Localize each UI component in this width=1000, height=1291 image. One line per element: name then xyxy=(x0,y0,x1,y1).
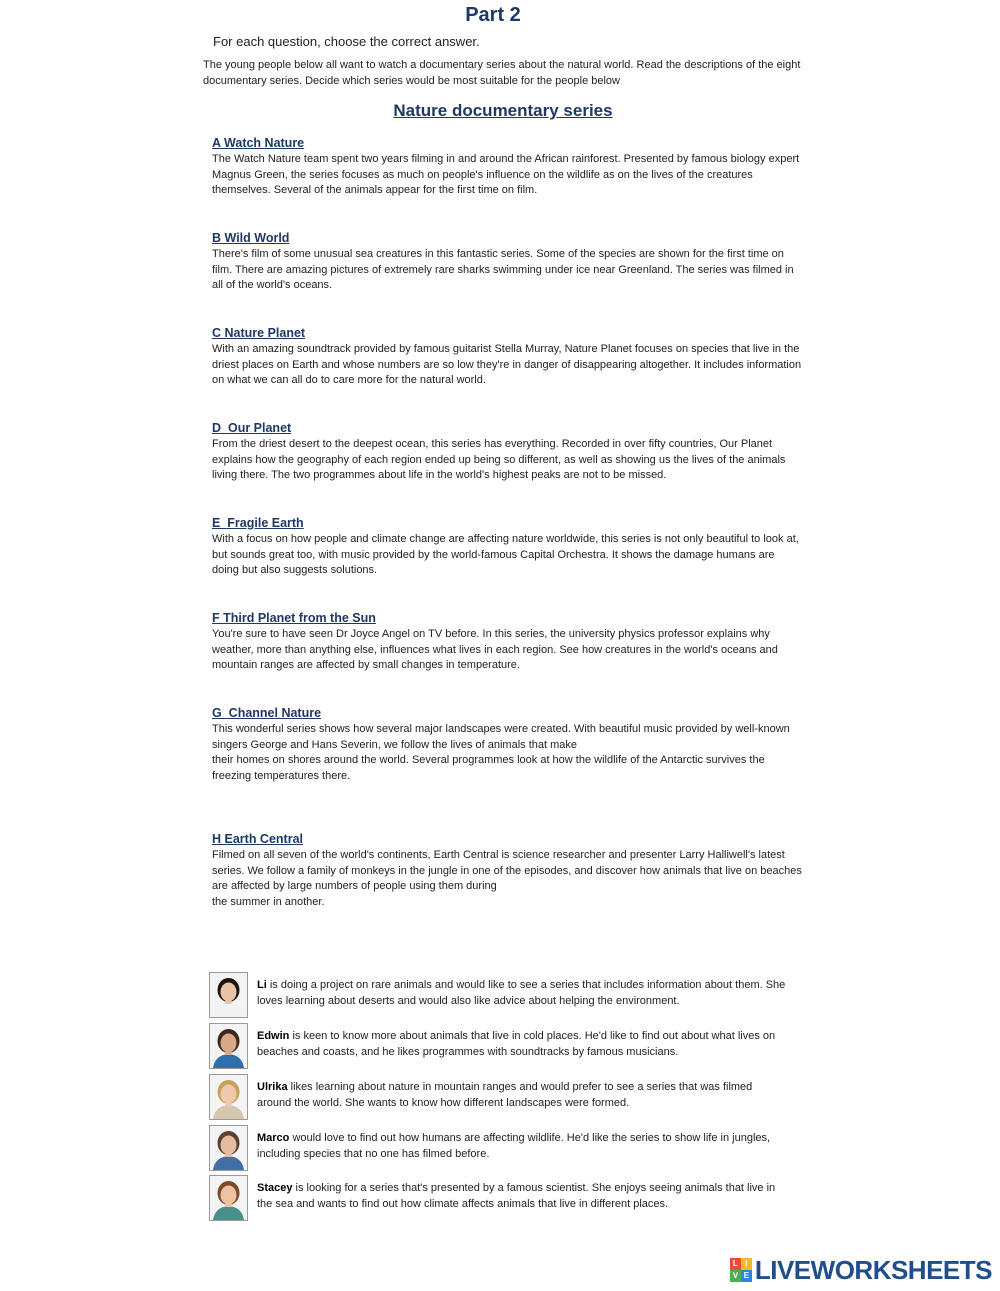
series-c xyxy=(212,325,802,389)
logo-badge-icon xyxy=(730,1258,752,1282)
series-title: D Our Planet xyxy=(212,421,292,435)
person-description xyxy=(257,978,787,1009)
series-title: F Third Planet from the Sun xyxy=(212,611,376,625)
series-title: G Channel Nature xyxy=(212,706,322,720)
series-title: B Wild World xyxy=(212,231,290,245)
series-e xyxy=(212,515,802,579)
person-description xyxy=(257,1181,787,1212)
series-description: There's film of some unusual sea creatures in this fantastic series. Some of the species are shown for the first time on film. There are amazing pictures of extremely rare sharks swimming under ice near Greenland. The series was filmed in all of the world's oceans. xyxy=(212,248,794,291)
logo-badge-cell: V xyxy=(730,1270,741,1282)
avatar xyxy=(209,972,248,1018)
person-name: Marco xyxy=(257,1132,290,1144)
series-title: A Watch Nature xyxy=(212,136,305,150)
person-stacey xyxy=(209,1175,789,1223)
series-title: H Earth Central xyxy=(212,832,303,846)
person-ulrika xyxy=(209,1074,789,1122)
person-needs: is looking for a series that's presented by a famous scientist. She enjoys seeing animals that live in the sea and wants to find out how climate affects animals that live in different places. xyxy=(257,1182,776,1210)
series-d xyxy=(212,420,802,484)
series-description: Filmed on all seven of the world's continents, Earth Central is science researcher and presenter Larry Halliwell's latest series. We follow a family of monkeys in the jungle in one of the episodes, and discover how animals that live on beaches are affected by large numbers of people using them during the summer in another. xyxy=(212,849,802,908)
instruction-text: For each question, choose the correct answer. xyxy=(213,34,480,49)
series-description: The Watch Nature team spent two years filming in and around the African rainforest. Presented by famous biology expert Magnus Green, the series focuses as much on people's influence on the wildlife as on the lives of the creatures themselves. Several of the animals appear for the first time on film. xyxy=(212,153,800,196)
person-name: Li xyxy=(257,979,267,991)
person-name: Edwin xyxy=(257,1030,290,1042)
logo-badge-cell: I xyxy=(741,1258,752,1270)
person-description xyxy=(257,1029,787,1060)
liveworksheets-logo[interactable] xyxy=(730,1255,992,1285)
person-description xyxy=(257,1131,787,1162)
series-description: This wonderful series shows how several major landscapes were created. With beautiful music provided by well-known singers George and Hans Severin, we follow the lives of animals that make their homes on shores around the world. Several programmes look at how the wildlife of the Antarctic survives the freezing temperatures there. xyxy=(212,723,790,782)
section-title: Nature documentary series xyxy=(393,101,613,120)
logo-text: LIVEWORKSHEETS xyxy=(754,1254,992,1285)
person-description xyxy=(257,1080,787,1111)
person-li xyxy=(209,972,789,1020)
avatar xyxy=(209,1125,248,1171)
person-needs: is doing a project on rare animals and would like to see a series that includes information about them. She loves learning about deserts and would also like advice about helping the environment. xyxy=(257,979,786,1007)
person-edwin xyxy=(209,1023,789,1071)
person-name: Stacey xyxy=(257,1182,293,1194)
series-description: With an amazing soundtrack provided by famous guitarist Stella Murray, Nature Planet focuses on species that live in the driest places on Earth and whose numbers are so low they're in danger of disappearing altogether. It includes information on what we can all do to care more for the natural world. xyxy=(212,343,802,386)
series-title: C Nature Planet xyxy=(212,326,306,340)
logo-badge-cell: E xyxy=(741,1270,752,1282)
series-g xyxy=(212,705,802,784)
page-title: Part 2 xyxy=(465,4,521,26)
series-description: You're sure to have seen Dr Joyce Angel on TV before. In this series, the university physics professor explains why weather, more than anything else, influences what lives in each region. See how creatures in the world's oceans and mountain ranges are affected by small changes in temperature. xyxy=(212,628,778,671)
series-h xyxy=(212,831,802,910)
person-marco xyxy=(209,1125,789,1173)
person-name: Ulrika xyxy=(257,1081,288,1093)
person-needs: would love to find out how humans are affecting wildlife. He'd like the series to show life in jungles, including species that no one has filmed before. xyxy=(257,1132,771,1160)
series-description: From the driest desert to the deepest ocean, this series has everything. Recorded in over fifty countries, Our Planet explains how the geography of each region ended up being so different, as well as showing us the lives of the animals living there. The two programmes about life in the world's highest peaks are not to be missed. xyxy=(212,438,786,481)
intro-text: The young people below all want to watch a documentary series about the natural world. Read the descriptions of the eight documentary series. Decide which series would be most suitable for the people below xyxy=(203,59,801,87)
avatar xyxy=(209,1175,248,1221)
series-a xyxy=(212,135,802,199)
avatar xyxy=(209,1074,248,1120)
series-description: With a focus on how people and climate change are affecting nature worldwide, this series is not only beautiful to look at, but sounds great too, with music provided by the world-famous Capital Orchestra. It shows the damage humans are doing but also suggests solutions. xyxy=(212,533,799,576)
avatar xyxy=(209,1023,248,1069)
person-needs: is keen to know more about animals that live in cold places. He'd like to find out about what lives on beaches and coasts, and he likes programmes with soundtracks by famous musicians. xyxy=(257,1030,776,1058)
series-title: E Fragile Earth xyxy=(212,516,304,530)
logo-badge-cell: L xyxy=(730,1258,741,1270)
series-b xyxy=(212,230,802,294)
series-f xyxy=(212,610,802,674)
person-needs: likes learning about nature in mountain ranges and would prefer to see a series that was filmed around the world. She wants to know how different landscapes were formed. xyxy=(257,1081,753,1109)
